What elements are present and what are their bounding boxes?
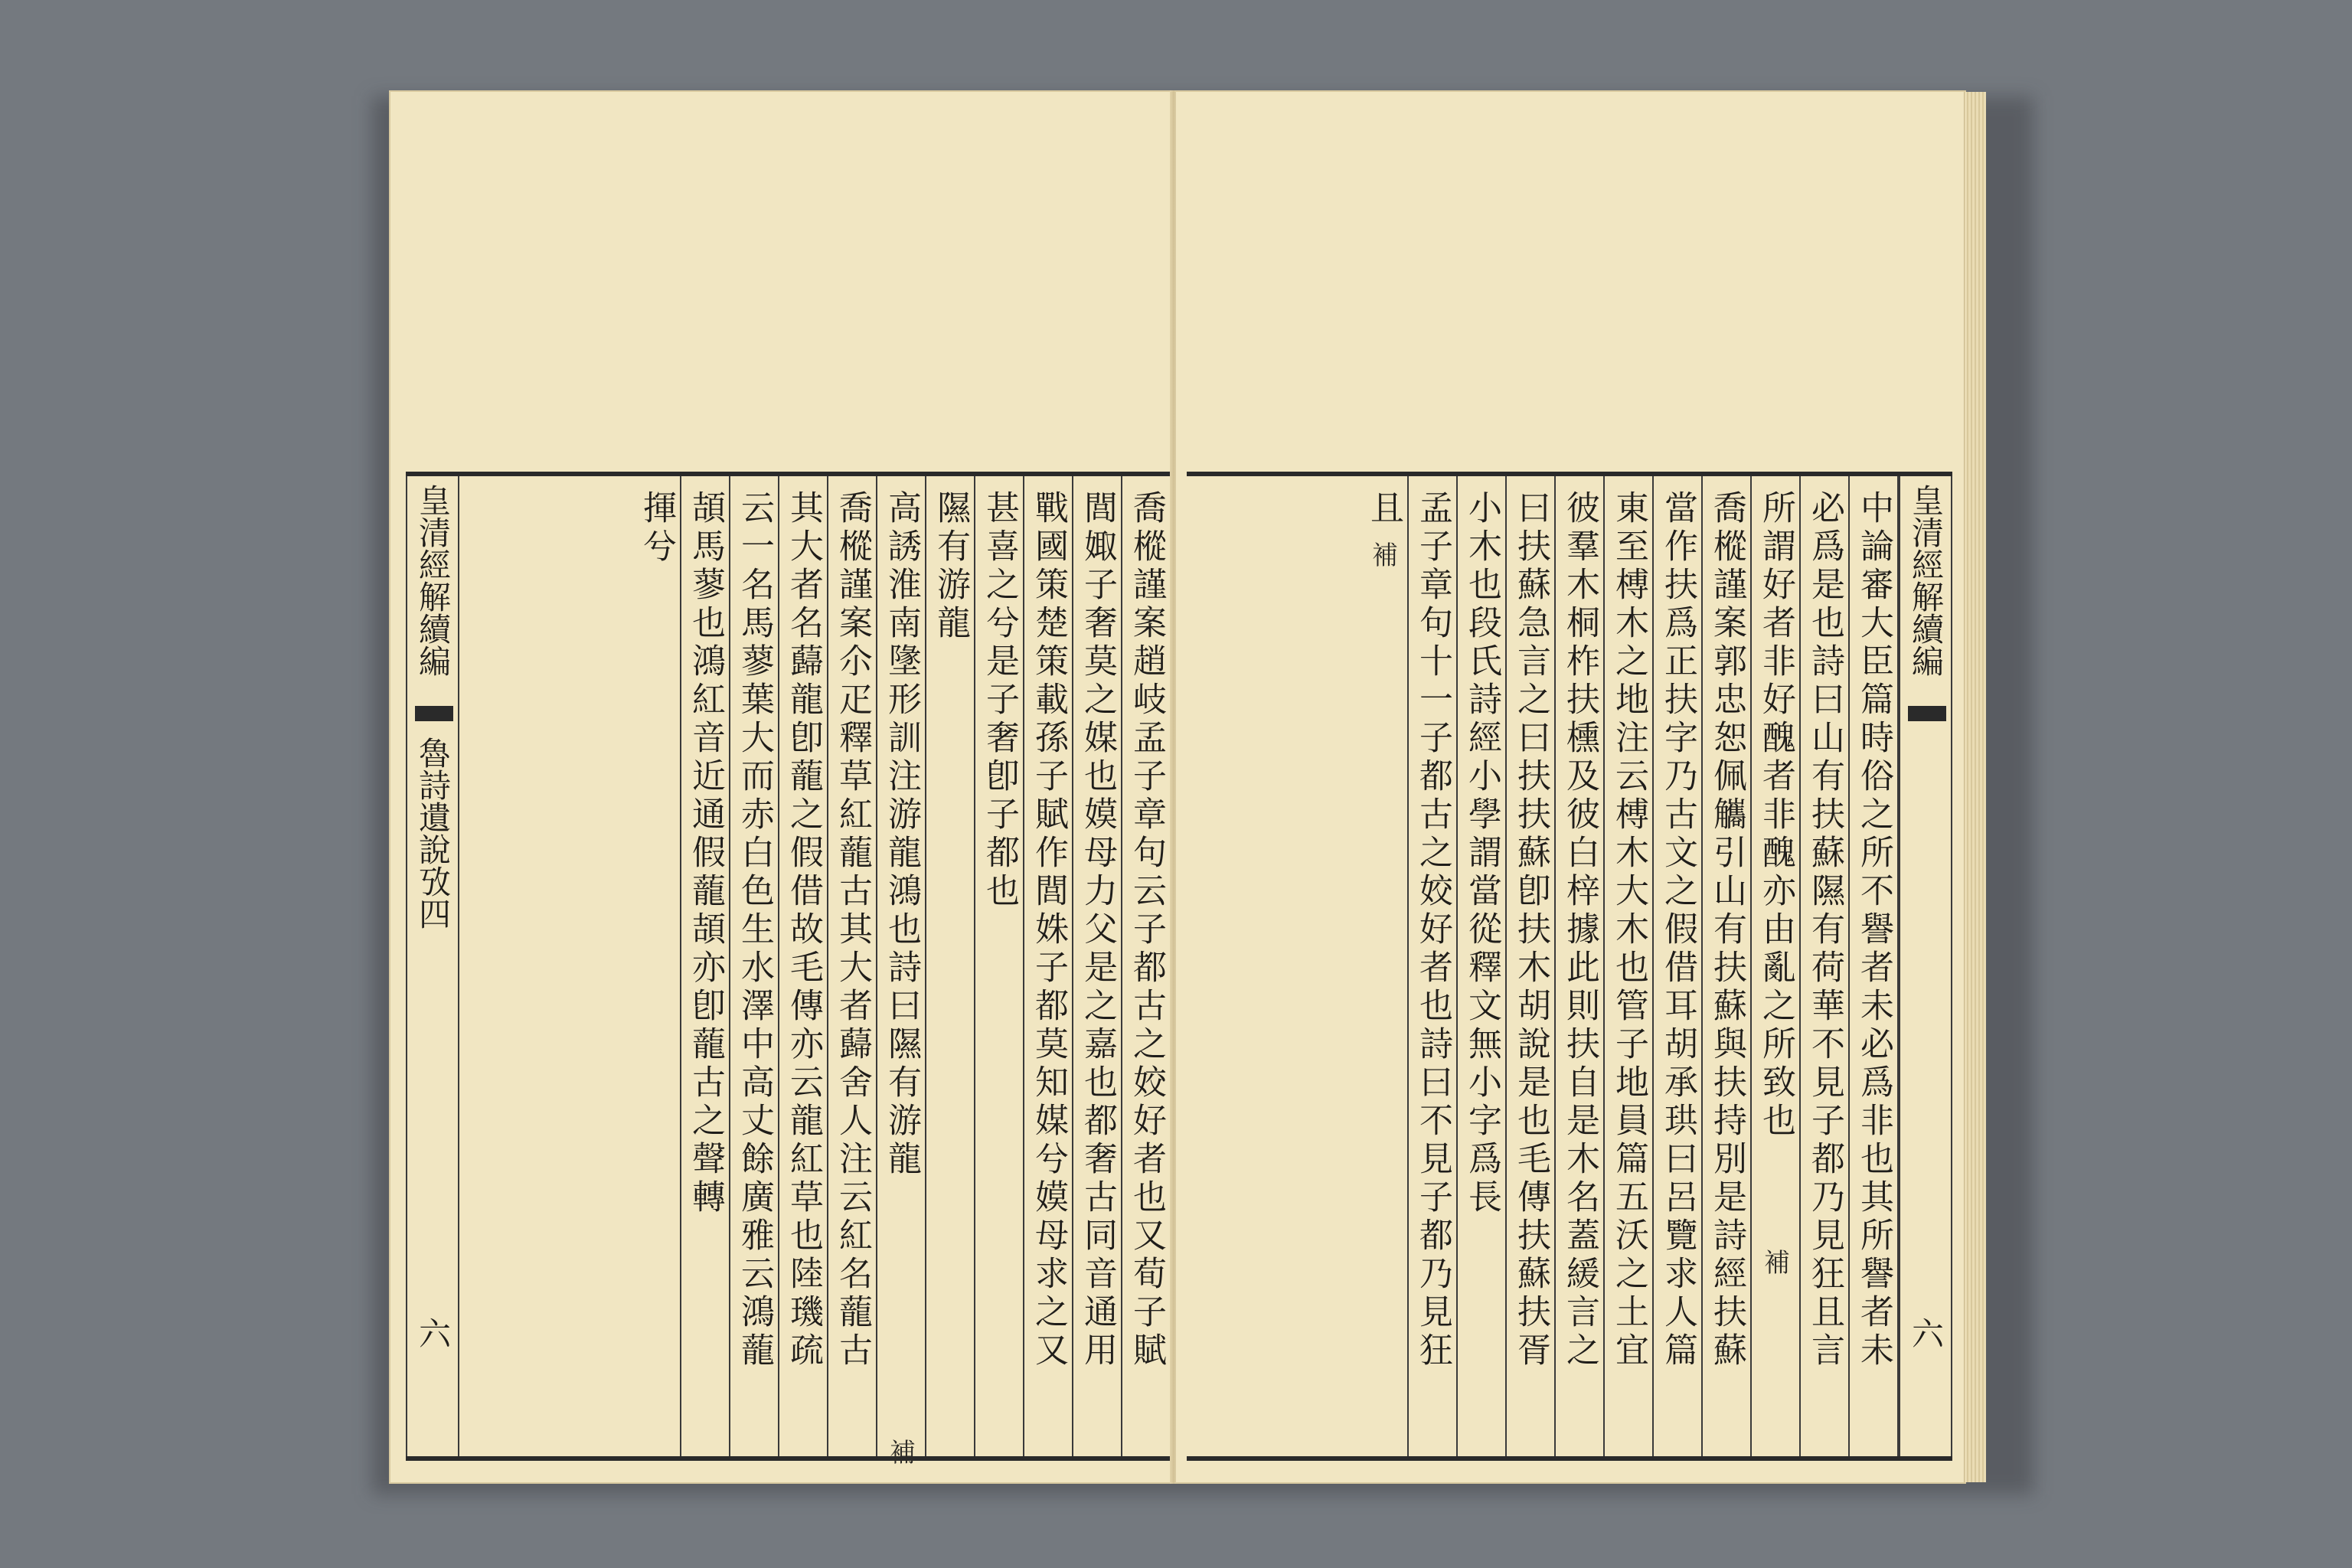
right-column-7-text: 彼羣木桐柞扶櫄及彼白梓據此則扶自是木名蓋緩言之 — [1560, 490, 1599, 1370]
left-page-frame — [406, 472, 1171, 1468]
right-annotation-mark-1: 補 — [1764, 1248, 1790, 1279]
left-fishtail-mark — [415, 706, 453, 721]
left-column-1 — [1122, 476, 1171, 1456]
right-column-1-text: 中論審大臣篇時俗之所不譽者未必爲非也其所譽者未 — [1854, 490, 1893, 1370]
right-column-9-text: 小木也段氏詩經小學謂當從釋文無小字爲長 — [1462, 490, 1501, 1217]
left-column-10-text: 頡馬蓼也鴻紅音近通假蘢頡亦卽蘢古之聲轉 — [686, 490, 725, 1217]
left-column-5-text: 隰有游龍 — [931, 490, 970, 643]
right-column-4 — [1703, 476, 1752, 1456]
right-column-8-text: 曰扶蘇急言之曰扶扶蘇卽扶木胡說是也毛傳扶蘇扶胥 — [1511, 490, 1550, 1370]
right-column-1 — [1850, 476, 1899, 1456]
right-column-11 — [1360, 476, 1409, 1456]
right-page — [1174, 90, 1966, 1484]
left-column-6-text: 高誘淮南墬形訓注游龍鴻也詩曰隰有游龍 — [882, 490, 921, 1179]
left-column-2 — [1073, 476, 1122, 1456]
left-banxin-title: 皇清經解續編 — [414, 484, 452, 677]
left-page — [389, 90, 1178, 1484]
left-banxin — [406, 476, 459, 1456]
right-folio-number: 六 — [1907, 1317, 1945, 1349]
left-column-1-text: 喬樅謹案趙岐孟子章句云子都古之姣好者也又荀子賦 — [1127, 490, 1166, 1370]
right-column-11-text: 且 — [1364, 490, 1403, 528]
right-column-7 — [1556, 476, 1605, 1456]
right-column-3 — [1752, 476, 1801, 1456]
right-column-5-text: 當作扶爲正扶字乃古文之假借耳胡承珙曰呂覽求人篇 — [1658, 490, 1697, 1370]
left-column-7-text: 喬樅謹案尒疋釋草紅蘢古其大者蘬舍人注云紅名蘢古 — [833, 490, 872, 1370]
left-column-9 — [730, 476, 779, 1456]
left-column-4 — [975, 476, 1024, 1456]
left-column-2-text: 閭娵子奢莫之媒也嫫母力父是之嘉也都奢古同音通用 — [1078, 490, 1117, 1370]
left-column-7 — [828, 476, 877, 1456]
right-column-9 — [1458, 476, 1507, 1456]
right-column-10 — [1409, 476, 1458, 1456]
right-column-10-text: 孟子章句十一子都古之姣好者也詩曰不見子都乃見狂 — [1413, 490, 1452, 1370]
left-column-3 — [1024, 476, 1073, 1456]
right-page-frame — [1187, 472, 1952, 1461]
right-column-6-text: 東至榑木之地注云榑木大木也管子地員篇五沃之土宜 — [1609, 490, 1648, 1370]
right-fishtail-mark — [1908, 706, 1946, 721]
left-column-8 — [779, 476, 828, 1456]
right-column-2-text: 必爲是也詩曰山有扶蘇隰有荷華不見子都乃見狂且言 — [1805, 490, 1844, 1370]
left-column-5 — [926, 476, 975, 1456]
right-banxin — [1899, 476, 1952, 1456]
right-banxin-title: 皇清經解續編 — [1907, 484, 1945, 677]
left-banxin-subtitle: 魯詩遺說攷四 — [414, 737, 452, 929]
left-annotation-mark: 補 — [890, 1438, 916, 1468]
right-column-8 — [1507, 476, 1556, 1456]
left-column-10 — [681, 476, 730, 1456]
right-annotation-mark-2: 補 — [1372, 541, 1398, 571]
left-column-9-text: 云一名馬蓼葉大而赤白色生水澤中高丈餘廣雅云鴻蘢 — [735, 490, 774, 1370]
left-column-11 — [632, 476, 681, 1456]
left-column-11-text: 揮兮 — [637, 490, 676, 567]
right-column-2 — [1801, 476, 1850, 1456]
right-column-3-text: 所謂好者非好醜者非醜亦由亂之所致也 — [1756, 490, 1795, 1141]
left-column-4-text: 甚喜之兮是子奢卽子都也 — [980, 490, 1019, 911]
left-column-8-text: 其大者名蘬龍卽蘢之假借故毛傳亦云龍紅草也陸璣疏 — [784, 490, 823, 1370]
right-column-6 — [1605, 476, 1654, 1456]
left-column-6 — [877, 476, 926, 1468]
left-column-3-text: 戰國策楚策載孫子賦作閭姝子都莫知媒兮嫫母求之又 — [1029, 490, 1068, 1370]
right-column-4-text: 喬樅謹案郭忠恕佩觿引山有扶蘇與扶持別是詩經扶蘇 — [1707, 490, 1746, 1370]
right-column-5 — [1654, 476, 1703, 1456]
left-folio-number: 六 — [414, 1317, 452, 1349]
